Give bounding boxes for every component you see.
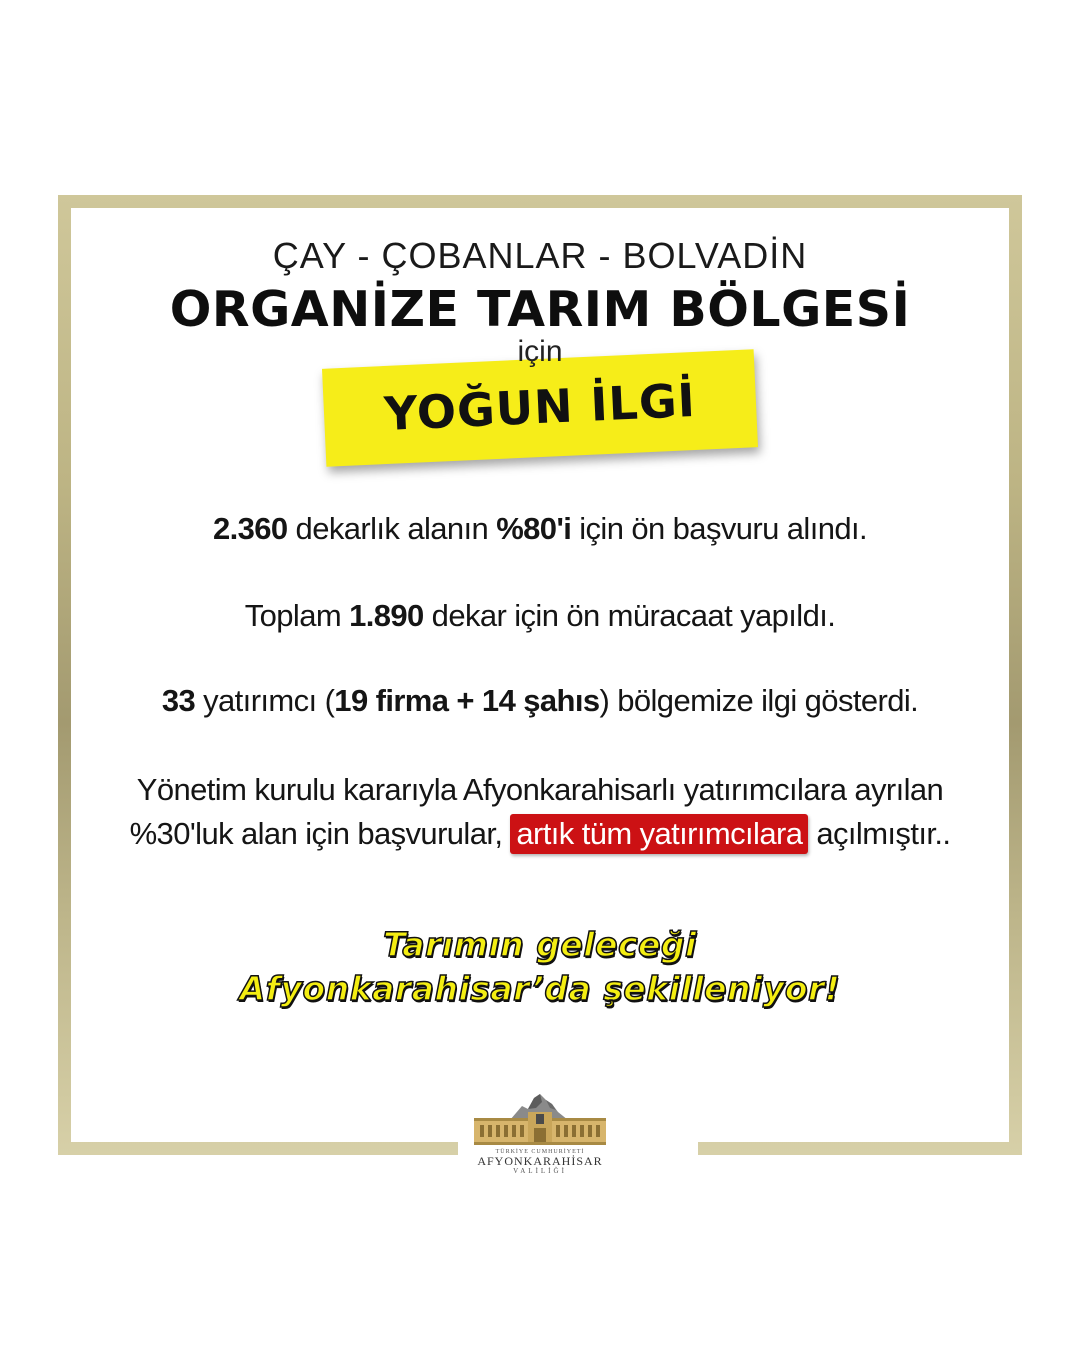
governorship-logo	[470, 1090, 610, 1180]
fact-text: ) bölgemize ilgi gösterdi.	[599, 683, 919, 718]
fact-percent-value: %80'i	[496, 511, 572, 546]
fact-application-area	[71, 511, 1009, 547]
fact-area-value: 1.890	[349, 598, 424, 633]
route-title: ÇAY - ÇOBANLAR - BOLVADİN	[272, 235, 808, 276]
for-word: için	[517, 335, 563, 368]
slogan-line-1: Tarımın geleceği	[383, 925, 697, 964]
logo-name: AFYONKARAHİSAR	[477, 1154, 603, 1168]
logo-office: VALİLİĞİ	[513, 1167, 567, 1175]
gold-frame	[58, 195, 1022, 1155]
decision-line-2	[71, 812, 1009, 856]
fact-area-value: 2.360	[212, 511, 288, 546]
content-panel	[71, 208, 1009, 1142]
fact-text: yatırımcı (	[195, 683, 335, 718]
fact-text: açılmıştır..	[808, 816, 951, 851]
fact-text: %30'luk alan için başvurular,	[129, 816, 503, 851]
fact-text: Toplam	[244, 598, 350, 633]
fact-text: dekar için ön müracaat yapıldı.	[423, 598, 836, 633]
investor-breakdown: 19 firma + 14 şahıs	[334, 683, 600, 718]
castle-building-icon	[470, 1090, 610, 1148]
slogan-line-2: Afyonkarahisar’da şekilleniyor!	[239, 969, 841, 1008]
slogan	[71, 923, 1009, 1011]
fact-board-decision	[71, 768, 1009, 856]
main-title: ORGANİZE TARIM BÖLGESİ	[169, 281, 911, 338]
fact-pre-application	[71, 598, 1009, 634]
logo-subtitle: TÜRKİYE CUMHURİYETİ	[495, 1149, 585, 1155]
header	[71, 234, 1009, 366]
fact-text: dekarlık alanın	[287, 511, 497, 546]
investor-count: 33	[161, 683, 196, 718]
fact-text: için ön başvuru alındı.	[571, 511, 868, 546]
red-highlight-tag: artık tüm yatırımcılara	[510, 814, 808, 854]
highlight-text: YOĞUN İLGİ	[383, 372, 697, 442]
fact-investors	[71, 683, 1009, 719]
decision-line-1: Yönetim kurulu kararıyla Afyonkarahisarlı yatırımcılara ayrılan	[136, 772, 944, 807]
